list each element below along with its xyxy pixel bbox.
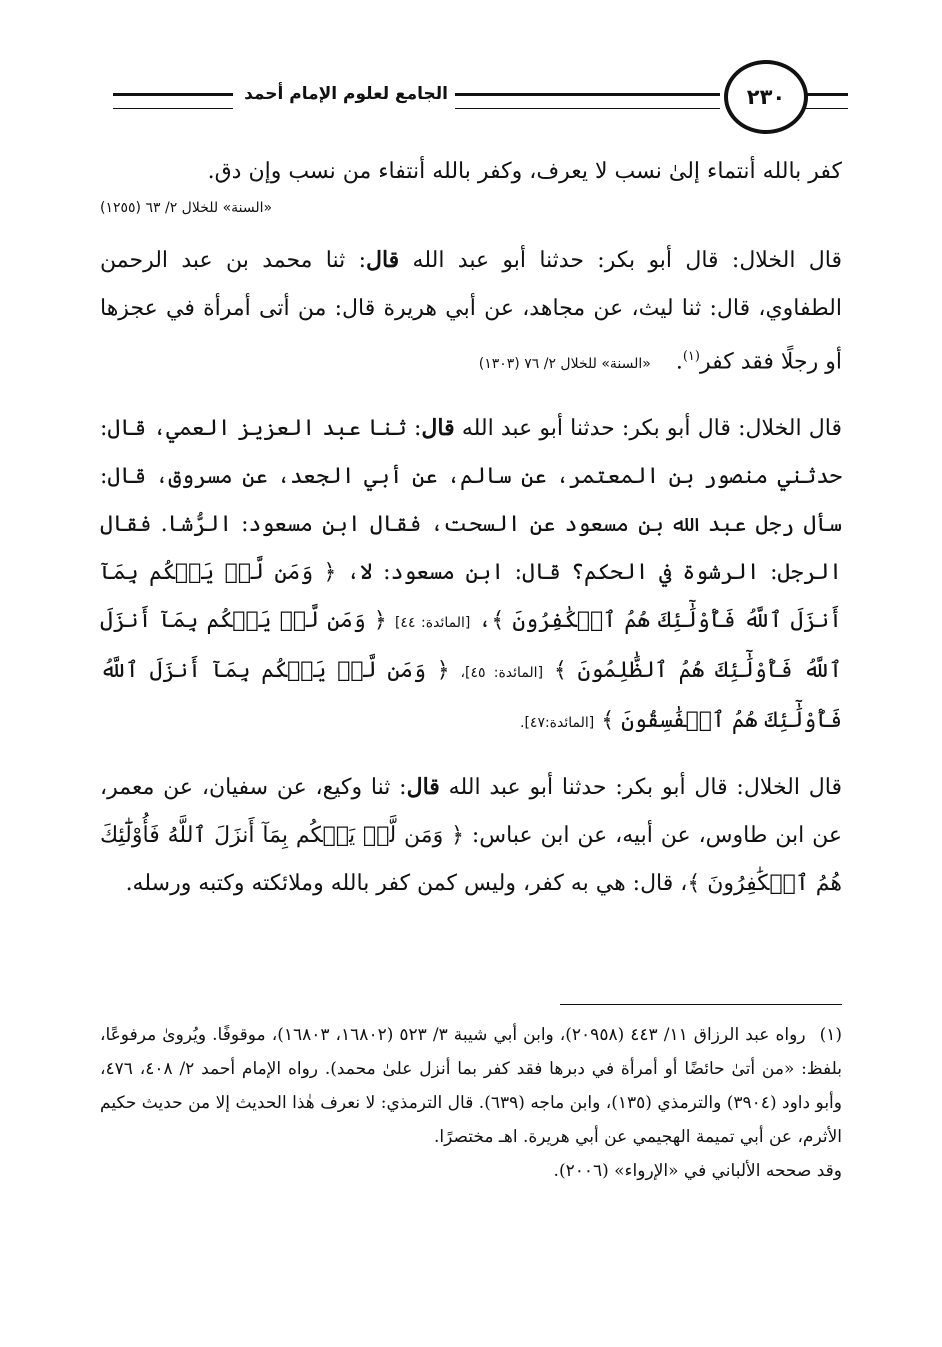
footnote-text: وقد صححه الألباني في «الإرواء» (٢٠٠٦). [553, 1161, 842, 1181]
quran-verse: ﴿ وَمَن لَّمۡ يَحۡكُم بِمَآ أَنزَلَ ٱللَّهُ فَأُوْلَٰٓئِكَ هُمُ ٱلۡكَٰفِرُونَ ﴾ [100, 560, 842, 634]
footnotes [100, 1018, 842, 1188]
paragraph-1 [100, 148, 842, 196]
verse-reference: [المائدة: ٤٤] [394, 615, 471, 632]
paragraph-2 [100, 236, 842, 388]
paragraph-text: : ثنا عبد العزيز العمي، قال: حدثني منصور بن المعتمر، عن سالم، عن أبي الجعد، عن مسروق، قال: سأل رجل عبد الله بن مسعود عن السحت، فقال ابن مسعود: الرُّشا. فقال الرجل: الرشوة في الحكم؟ قال: ابن مسعود: لا، [100, 416, 842, 586]
source-citation: «السنة» للخلال ٢/ ٦٣ (١٢٥٥) [100, 200, 273, 216]
verse-reference: [المائدة:٤٧]. [520, 715, 595, 732]
qal-bold: قال [421, 415, 455, 442]
paragraph-text: : ثنا وكيع، عن سفيان، عن معمر، عن ابن طاوس، عن أبيه، عن ابن عباس: [100, 775, 842, 849]
page-header [88, 60, 848, 142]
main-text [100, 148, 842, 908]
footnote-text: رواه عبد الرزاق ١١/ ٤٤٣ (٢٠٩٥٨)، وابن أبي شيبة ٣/ ٥٢٣ (١٦٨٠٢، ١٦٨٠٣)، موقوفًا. ويُروىٰ مرفوعًا، بلفظ: «من أتىٰ حائضًا أو أمرأة في دبرها فقد كفر بما أنزل علىٰ محمد). رواه الإمام أحمد ٢/ ٤٠٨، ٤٧٦، وأبو داود (٣٩٠٤) والترمذي (١٣٥)، وابن ماجه (٦٣٩). قال الترمذي: لا نعرف هٰذا الحديث إلا من حديث حكيم الأثرم، عن أبي تميمة الهجيمي عن أبي هريرة. اهـ مختصرًا. [100, 1025, 843, 1147]
quran-verse: ﴿ وَمَن لَّمۡ يَحۡكُم بِمَآ أَنزَلَ ٱللَّهُ فَأُوْلَٰٓئِكَ هُمُ ٱلۡفَٰسِقُونَ ﴾ [100, 658, 842, 734]
verse-reference: [المائدة: ٤٥]، [460, 665, 544, 682]
footnote-1-continuation [100, 1154, 842, 1188]
isnad-lead: قال الخلال: قال أبو بكر: حدثنا أبو عبد الله [461, 416, 842, 442]
footnote-1 [100, 1018, 842, 1154]
running-title: الجامع لعلوم الإمام أحمد [244, 84, 448, 104]
footnote-ref[interactable]: (١) [682, 349, 700, 364]
qal-bold: قال [365, 247, 400, 273]
footnote-separator [560, 1004, 842, 1005]
paragraph-tail: ، قال: هي به كفر، وليس كمن كفر بالله وملائكته وكتبه ورسله. [125, 871, 688, 897]
sentence-end: . [675, 349, 683, 375]
paragraph-text: : ثنا محمد بن عبد الرحمن الطفاوي، قال: ثنا ليث، عن مجاهد، عن أبي هريرة قال: من أتى أمرأة في عجزها أو رجلًا فقد كفر [100, 248, 842, 375]
quran-verse: ﴿ وَمَن لَّمۡ يَحۡكُم بِمَآ أَنزَلَ ٱللَّهُ فَأُوْلَٰٓئِكَ هُمُ ٱلۡكَٰفِرُونَ ﴾ [100, 823, 842, 897]
footnote-number: (١) [819, 1025, 842, 1045]
quran-verse: ﴿ وَمَن لَّمۡ يَحۡكُم بِمَآ أَنزَلَ ٱللَّهُ فَأُوْلَٰٓئِكَ هُمُ ٱلظَّٰلِمُونَ ﴾ [100, 608, 842, 684]
paragraph-3: قال الخلال: قال أبو بكر: حدثنا أبو عبد الله قال: ثنا عبد العزيز العمي، قال: حدثني منصور بن المعتمر، عن سالم، عن أبي الجعد، عن مسروق، قال: سأل رجل عبد الله بن مسعود عن السحت، فقال ابن مسعود: الرُّشا. فقال الرجل: الرشوة في الحكم؟ قال: ابن مسعود: لا، ﴿ وَمَن لَّمۡ يَحۡكُم بِمَآ أَنزَلَ ٱللَّهُ فَأُوْلَٰٓئِكَ هُمُ ٱلۡكَٰفِرُونَ ﴾، [المائدة: ٤٤] ﴿ وَمَن لَّمۡ يَحۡكُم بِمَآ أَنزَلَ ٱللَّهُ فَأُوْلَٰٓئِكَ هُمُ ٱلظَّٰلِمُونَ ﴾ [المائدة: ٤٥]، ﴿ وَمَن لَّمۡ يَحۡكُم بِمَآ أَنزَلَ ٱللَّهُ فَأُوْلَٰٓئِكَ هُمُ ٱلۡفَٰسِقُونَ ﴾ [المائدة:٤٧]. [100, 415, 842, 734]
header-rule-left [113, 93, 233, 109]
qal-bold: قال [406, 774, 440, 801]
isnad-lead: قال الخلال: قال أبو بكر: حدثنا أبو عبد الله [448, 775, 842, 801]
paragraph-4 [100, 763, 842, 908]
page-number: ٢٣٠ [724, 60, 808, 134]
paragraph-text: كفر بالله أنتماء إلىٰ نسب لا يعرف، وكفر بالله أنتفاء من نسب وإن دق. [207, 159, 842, 184]
header-rule-middle [455, 93, 720, 109]
isnad-lead: قال الخلال: قال أبو بكر: حدثنا أبو عبد الله [412, 248, 842, 273]
source-citation: «السنة» للخلال ٢/ ٧٦ (١٣٠٣) [478, 356, 651, 373]
